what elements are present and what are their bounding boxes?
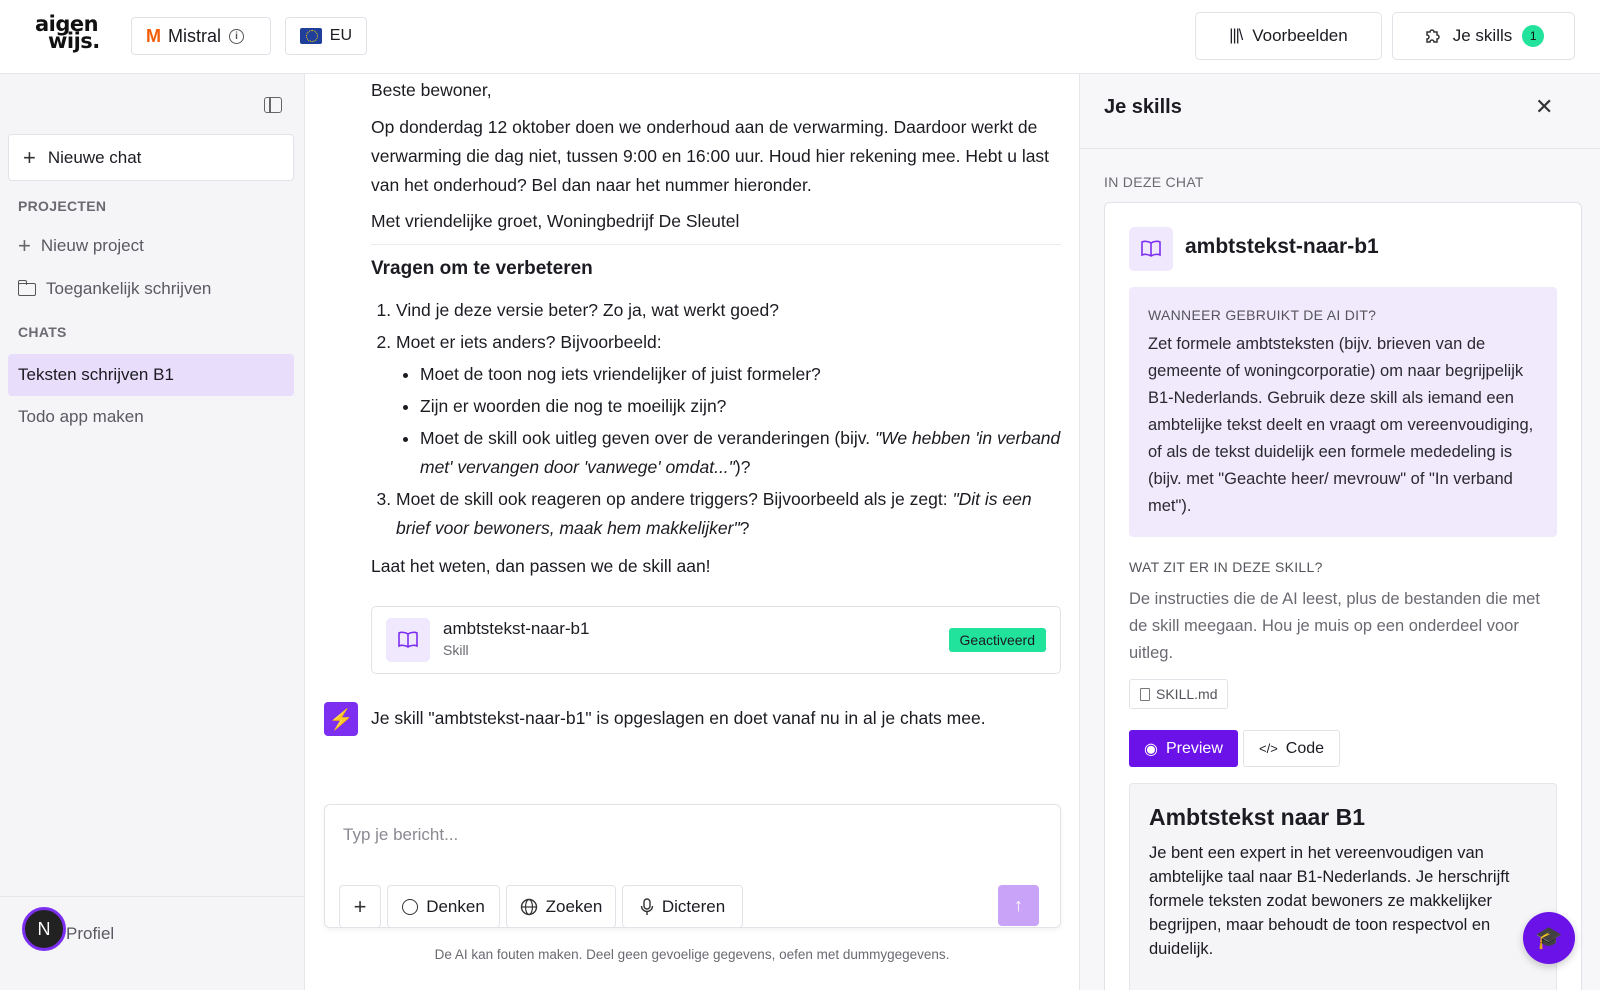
model-name: Mistral (168, 25, 221, 46)
region-label: EU (329, 27, 352, 44)
chats-heading: CHATS (18, 324, 67, 340)
think-label: Denken (426, 896, 485, 916)
globe-icon (520, 898, 538, 916)
new-chat-button[interactable] (8, 134, 294, 181)
graduation-cap-icon: 🎓 (1535, 925, 1563, 950)
letter-signoff: Met vriendelijke groet, Woningbedrijf De Sleutel (371, 211, 740, 231)
divider (371, 244, 1061, 245)
eu-flag-icon (300, 28, 322, 44)
status-badge: Geactiveerd (949, 628, 1046, 652)
list-item (420, 424, 1061, 482)
skill-card-type: Skill (443, 642, 469, 658)
skill-detail-card (1104, 202, 1582, 990)
file-icon (1140, 688, 1150, 701)
chat-label: Todo app maken (18, 407, 144, 426)
puzzle-icon (1423, 26, 1443, 46)
file-name: SKILL.md (1156, 686, 1218, 702)
send-button[interactable] (998, 885, 1039, 926)
logo-line-1: aigen (35, 12, 99, 36)
skill-card[interactable] (371, 606, 1061, 674)
info-icon[interactable]: i (229, 29, 244, 44)
list-item-text: Moet er iets anders? Bijvoorbeeld: (396, 332, 662, 352)
skill-name: ambtstekst-naar-b1 (1185, 235, 1379, 258)
book-icon (386, 618, 430, 662)
eye-icon: ◉ (1144, 740, 1158, 758)
code-icon: </> (1259, 741, 1278, 756)
tab-code-label: Code (1285, 739, 1325, 757)
examples-button[interactable] (1195, 12, 1382, 60)
example-quote: "Dit is een brief voor bewoners, maak hem makkelijker" (396, 489, 1032, 538)
system-message: Je skill "ambtstekst-naar-b1" is opgeslagen en doet vanaf nu in al je chats mee. (371, 708, 986, 728)
plus-icon: + (23, 144, 36, 170)
microphone-icon (640, 898, 654, 916)
plus-icon: + (18, 233, 31, 258)
list-item: • Zijn er woorden die nog te moeilijk zijn? (420, 392, 1061, 421)
sidebar (0, 74, 305, 990)
skills-count-badge: 1 (1522, 25, 1544, 47)
avatar[interactable]: N (22, 907, 66, 951)
list-item-text: ? (739, 518, 750, 538)
search-label: Zoeken (545, 896, 603, 916)
tab-preview[interactable] (1129, 730, 1238, 767)
skills-button[interactable] (1392, 12, 1575, 60)
letter-greeting: Beste bewoner, (371, 80, 492, 100)
letter-body: Op donderdag 12 oktober doen we onderhoud aan de verwarming. Daardoor werkt de verwarming die dag niet, tussen 9:00 en 16:00 uur. Houd hier rekening mee. Hebt u last van het onderhoud? Bel dan naar het nummer hieronder. (371, 117, 1050, 195)
list-item-text: )? (734, 457, 751, 477)
message-composer (324, 804, 1061, 928)
lightning-icon: ⚡ (324, 702, 358, 736)
sidebar-item-chat[interactable] (8, 396, 294, 438)
dictate-label: Dicteren (661, 896, 726, 916)
skills-panel (1079, 74, 1600, 990)
list-item (396, 328, 1061, 482)
when-heading: WANNEER GEBRUIKT DE AI DIT? (1148, 307, 1377, 323)
logo-line-2: wijs. (48, 29, 100, 53)
examples-label: Voorbeelden (1252, 26, 1348, 45)
top-bar (0, 0, 1600, 74)
arrow-up-icon: ↑ (1014, 895, 1023, 915)
project-label: Toegankelijk schrijven (46, 279, 212, 298)
tab-code[interactable] (1243, 730, 1340, 767)
projects-heading: PROJECTEN (18, 198, 107, 214)
plus-icon: + (353, 893, 367, 919)
chat-area (306, 74, 1078, 990)
section-heading: IN DEZE CHAT (1104, 174, 1204, 190)
divider (1080, 148, 1600, 149)
new-project-label: Nieuw project (40, 236, 144, 255)
tab-preview-label: Preview (1165, 739, 1223, 757)
skill-preview (1129, 783, 1557, 990)
search-button[interactable] (506, 885, 616, 928)
list-item: 1. Vind je deze versie beter? Zo ja, wat werkt goed? (396, 296, 1061, 325)
brain-icon (402, 899, 418, 915)
think-button[interactable] (387, 885, 500, 928)
mistral-logo-icon: M (146, 25, 160, 46)
list-item-text: Moet de skill ook reageren op andere triggers? Bijvoorbeeld als je zegt: (396, 489, 953, 509)
closing-line: Laat het weten, dan passen we de skill aan! (371, 556, 711, 576)
chat-label: Teksten schrijven B1 (18, 365, 174, 384)
sidebar-toggle-icon[interactable] (264, 97, 282, 113)
sidebar-item-chat-active[interactable] (8, 354, 294, 396)
questions-list (371, 296, 1061, 546)
attach-button[interactable] (339, 885, 381, 928)
panel-title: Je skills (1104, 96, 1182, 118)
list-item: • Moet de toon nog iets vriendelijker of juist formeler? (420, 360, 1061, 389)
sub-list (396, 360, 1061, 482)
what-text: De instructies die de AI leest, plus de bestanden die met de skill meegaan. Hou je muis op een onderdeel voor uitleg. (1129, 590, 1540, 662)
preview-title: Ambtstekst naar B1 (1149, 804, 1366, 830)
new-chat-label: Nieuwe chat (47, 147, 142, 167)
book-icon (1129, 227, 1173, 271)
file-chip[interactable] (1129, 679, 1228, 709)
region-selector[interactable] (285, 17, 367, 55)
when-text: Zet formele ambtsteksten (bijv. brieven van de gemeente of woningcorporatie) om naar begrijpelijk B1-Nederlands. Gebruik deze skill als iemand een ambtelijke tekst deelt en vraagt om vereenvoudiging, of als de tekst duidelijk een formele mededeling is (bijv. met "Geachte heer/ mevrouw" of "In verband met"). (1148, 335, 1534, 515)
disclaimer: De AI kan fouten maken. Deel geen gevoelige gegevens, oefen met dummygegevens. (434, 947, 950, 962)
message-input[interactable] (343, 825, 1033, 845)
sidebar-footer (0, 896, 305, 990)
new-project-button[interactable] (8, 225, 294, 267)
example-quote: "We hebben 'in verband met' vervangen door 'vanwege' omdat..." (420, 428, 1061, 477)
skill-card-name: ambtstekst-naar-b1 (443, 619, 590, 638)
library-icon: |||\ (1229, 27, 1243, 44)
dictate-button[interactable] (622, 885, 743, 928)
skills-label: Je skills (1452, 26, 1513, 45)
list-item-text: Moet de skill ook uitleg geven over de veranderingen (bijv. (420, 428, 875, 448)
sidebar-item-project[interactable] (8, 268, 294, 310)
profile-link[interactable]: Profiel (66, 924, 115, 943)
model-selector[interactable] (131, 17, 271, 55)
list-item (396, 485, 1061, 543)
preview-text: Je bent een expert in het vereenvoudigen van ambtelijke taal naar B1-Nederlands. Je herschrijft formele teksten zodat bewoners ze makkelijker begrijpen, maar behoudt de toon respectvol en duidelijk. (1149, 844, 1510, 958)
app-logo[interactable] (35, 12, 100, 53)
questions-heading: Vragen om te verbeteren (371, 258, 593, 279)
what-heading: WAT ZIT ER IN DEZE SKILL? (1129, 559, 1323, 575)
folder-icon (18, 283, 36, 296)
close-icon[interactable]: ✕ (1535, 94, 1554, 119)
learn-button[interactable] (1523, 912, 1575, 964)
when-box (1129, 287, 1557, 537)
